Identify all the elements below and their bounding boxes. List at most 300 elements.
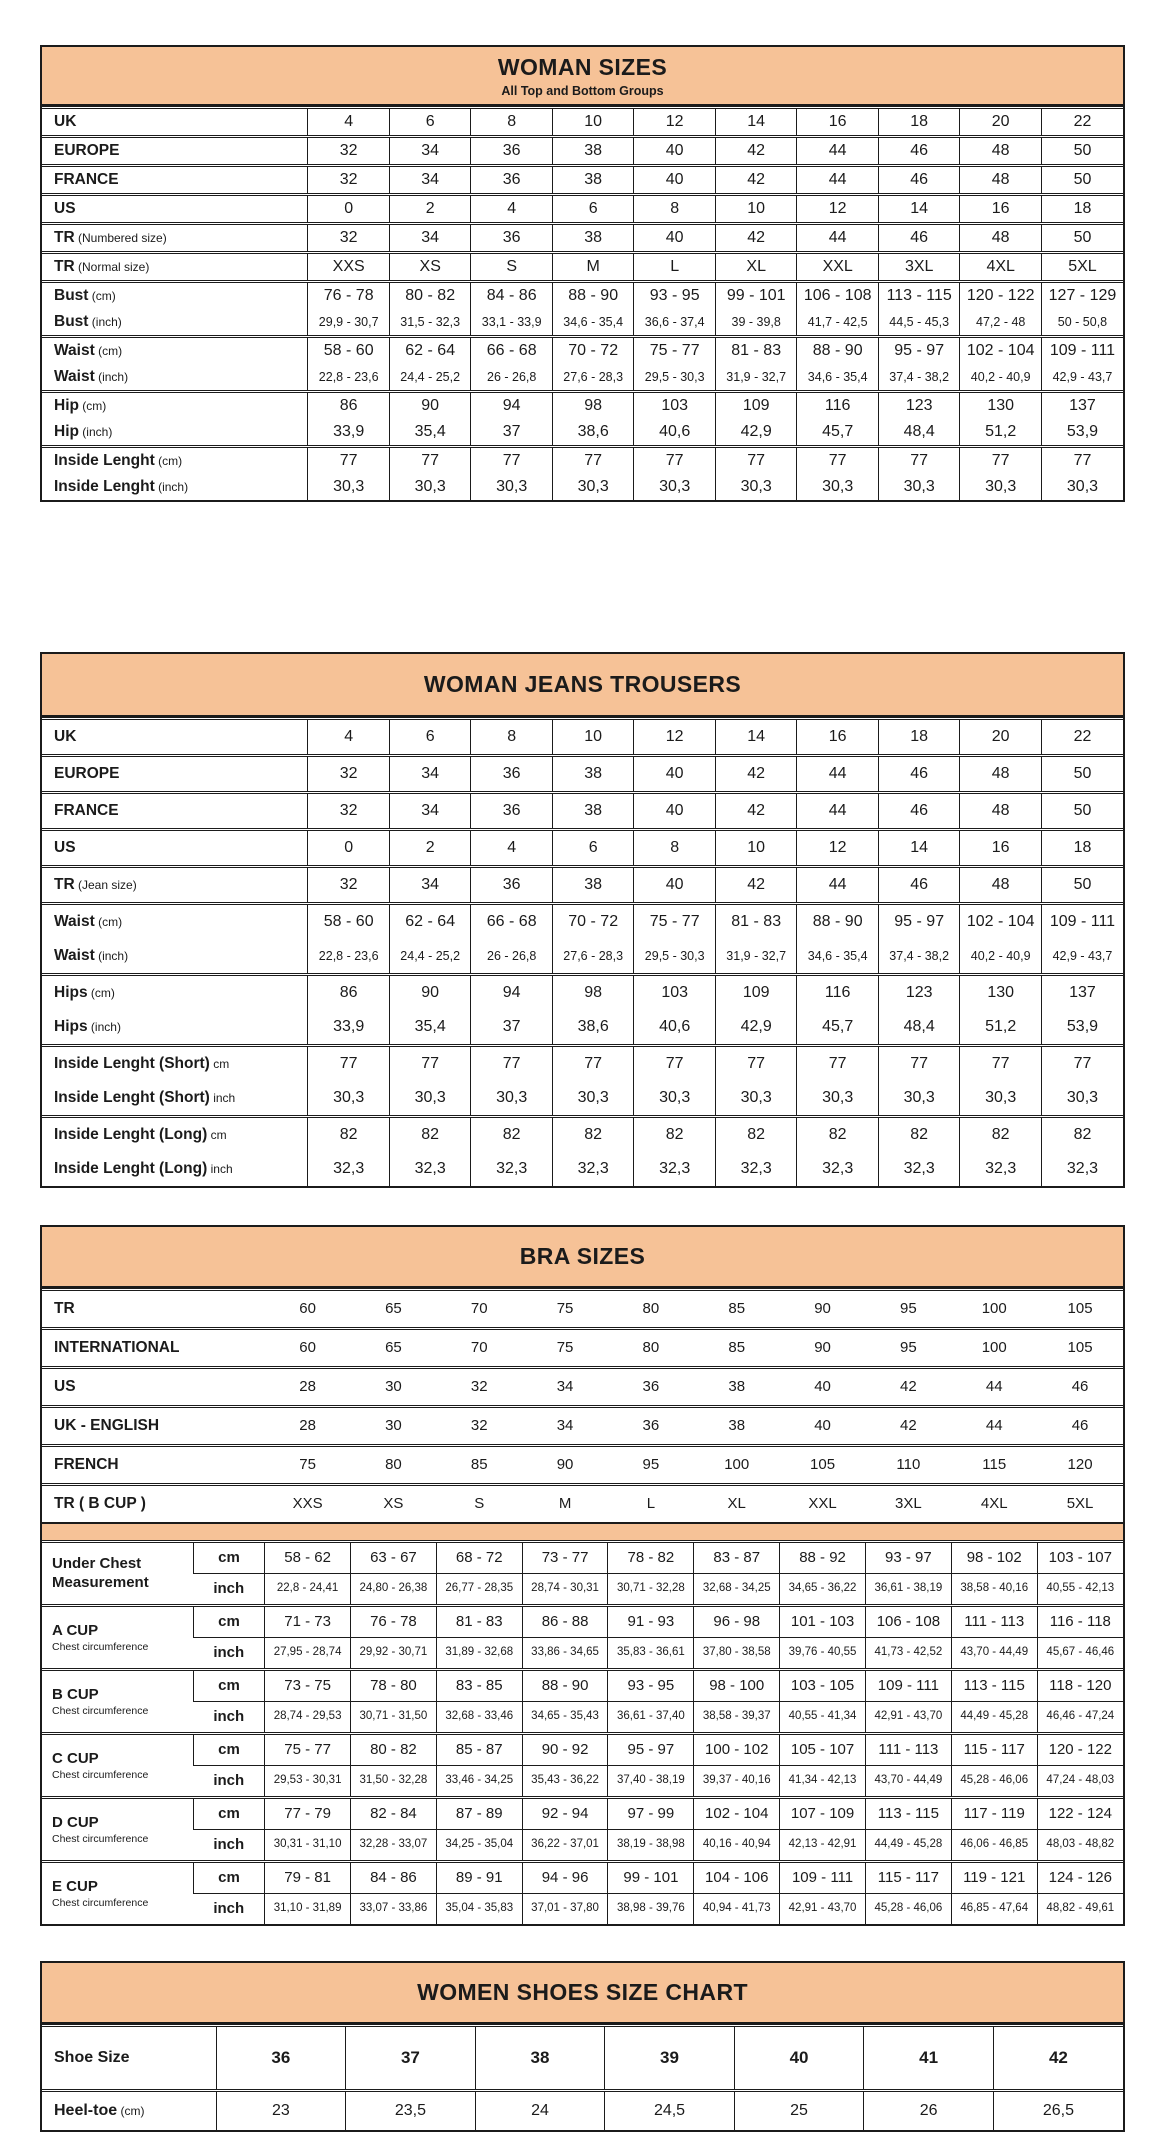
cell: 81 - 83 bbox=[436, 1606, 522, 1638]
row-label-note: inch bbox=[209, 1091, 236, 1106]
cell: 30,3 bbox=[878, 474, 960, 500]
cell: 18 bbox=[878, 719, 960, 756]
cell: 40 bbox=[780, 1407, 866, 1446]
cell: 85 - 87 bbox=[436, 1734, 522, 1766]
cell: 94 bbox=[471, 975, 553, 1011]
cell: 36 bbox=[471, 166, 553, 195]
cell: 41,34 - 42,13 bbox=[780, 1766, 866, 1798]
cell: 123 bbox=[878, 975, 960, 1011]
cell: 107 - 109 bbox=[780, 1798, 866, 1830]
cell: 30,3 bbox=[308, 1081, 390, 1117]
cell: 99 - 101 bbox=[715, 282, 797, 310]
table-row bbox=[42, 1766, 1123, 1798]
cell: 101 - 103 bbox=[780, 1606, 866, 1638]
cell: 10 bbox=[552, 719, 634, 756]
cell: 36,6 - 37,4 bbox=[634, 309, 716, 337]
cell: 31,50 - 32,28 bbox=[351, 1766, 437, 1798]
cell: 105 bbox=[780, 1446, 866, 1485]
cell: 37,4 - 38,2 bbox=[878, 939, 960, 975]
cell: S bbox=[471, 253, 553, 282]
cell: XS bbox=[389, 253, 471, 282]
cell: 95 bbox=[865, 1290, 951, 1329]
cup-label-sub: Chest circumference bbox=[52, 1641, 149, 1654]
cell: 36 bbox=[471, 793, 553, 830]
cell: XL bbox=[715, 253, 797, 282]
cell: 77 bbox=[960, 447, 1042, 475]
unit-cell: cm bbox=[193, 1606, 264, 1638]
cell: 104 - 106 bbox=[694, 1862, 780, 1894]
cell: 96 - 98 bbox=[694, 1606, 780, 1638]
cell: 42 bbox=[715, 224, 797, 253]
cell: 34 bbox=[389, 166, 471, 195]
cell: 38,6 bbox=[552, 1010, 634, 1046]
row-label: Hips (cm) bbox=[42, 975, 308, 1011]
cell: 6 bbox=[552, 830, 634, 867]
cell: 24,4 - 25,2 bbox=[389, 364, 471, 392]
cell: 32,28 - 33,07 bbox=[351, 1830, 437, 1862]
cell: 3XL bbox=[865, 1485, 951, 1524]
cell: 46 bbox=[878, 756, 960, 793]
cell: 82 - 84 bbox=[351, 1798, 437, 1830]
cell: XS bbox=[351, 1485, 437, 1524]
cell: 86 - 88 bbox=[522, 1606, 608, 1638]
cell: 119 - 121 bbox=[951, 1862, 1037, 1894]
divider-strip-cell bbox=[42, 1523, 1123, 1542]
table-row bbox=[42, 1010, 1123, 1046]
row-label: Waist (cm) bbox=[42, 337, 308, 365]
cell: 48 bbox=[960, 137, 1042, 166]
cell: 37,40 - 38,19 bbox=[608, 1766, 694, 1798]
cell: 100 bbox=[951, 1290, 1037, 1329]
cell: 34,65 - 35,43 bbox=[522, 1702, 608, 1734]
cell: 45,7 bbox=[797, 1010, 879, 1046]
cell: 44,49 - 45,28 bbox=[951, 1702, 1037, 1734]
cell: 45,7 bbox=[797, 419, 879, 447]
cell: M bbox=[522, 1485, 608, 1524]
cell: 75 - 77 bbox=[634, 904, 716, 940]
cell: 30,3 bbox=[389, 1081, 471, 1117]
cell: 75 - 77 bbox=[634, 337, 716, 365]
cell: 26 - 26,8 bbox=[471, 939, 553, 975]
cell: 44 bbox=[797, 224, 879, 253]
cell: 31,9 - 32,7 bbox=[715, 364, 797, 392]
cup-label-main: B CUP bbox=[52, 1685, 99, 1703]
cell: 40,2 - 40,9 bbox=[960, 939, 1042, 975]
cell: 84 - 86 bbox=[351, 1862, 437, 1894]
cell: 130 bbox=[960, 392, 1042, 420]
row-label: Hip (cm) bbox=[42, 392, 308, 420]
cell: 22 bbox=[1041, 719, 1123, 756]
cell: 38 bbox=[552, 756, 634, 793]
cup-label-sub: Chest circumference bbox=[52, 1769, 149, 1782]
cell: 116 - 118 bbox=[1037, 1606, 1123, 1638]
cell: 46 bbox=[878, 166, 960, 195]
woman-jeans-trousers-header bbox=[42, 654, 1123, 717]
row-label: Bust (inch) bbox=[54, 313, 122, 331]
row-label: Inside Lenght (cm) bbox=[42, 447, 308, 475]
cell: 46,85 - 47,64 bbox=[951, 1894, 1037, 1925]
cell: 82 bbox=[308, 1117, 390, 1153]
cell: 32,3 bbox=[715, 1152, 797, 1186]
cell: 42,13 - 42,91 bbox=[780, 1830, 866, 1862]
cell: 43,70 - 44,49 bbox=[865, 1766, 951, 1798]
cell: L bbox=[634, 253, 716, 282]
table-row bbox=[42, 1290, 1123, 1329]
cell: 36 bbox=[608, 1368, 694, 1407]
table-row bbox=[42, 2091, 1123, 2131]
cell: 30,3 bbox=[308, 474, 390, 500]
cell: 95 - 97 bbox=[878, 904, 960, 940]
row-label-note: inch bbox=[207, 1162, 233, 1177]
row-label-note: (Normal size) bbox=[74, 260, 150, 275]
cell: 91 - 93 bbox=[608, 1606, 694, 1638]
cup-label-main: Measurement bbox=[52, 1573, 149, 1591]
row-label: EUROPE bbox=[42, 756, 308, 793]
cell: 94 - 96 bbox=[522, 1862, 608, 1894]
cell: 44 bbox=[797, 166, 879, 195]
cell: 106 - 108 bbox=[865, 1606, 951, 1638]
cell: 99 - 101 bbox=[608, 1862, 694, 1894]
woman-jeans-trousers-grid bbox=[42, 717, 1123, 1186]
cell: 32,3 bbox=[471, 1152, 553, 1186]
cell: L bbox=[608, 1485, 694, 1524]
unit-cell: cm bbox=[193, 1542, 264, 1574]
woman-jeans-trousers-table bbox=[40, 652, 1125, 1188]
cell: 36 bbox=[216, 2026, 346, 2091]
cell: 47,24 - 48,03 bbox=[1037, 1766, 1123, 1798]
cell: 42,9 bbox=[715, 419, 797, 447]
cell: 98 bbox=[552, 975, 634, 1011]
cell: 37,80 - 38,58 bbox=[694, 1638, 780, 1670]
women-shoes-size-chart-table bbox=[40, 1961, 1125, 2132]
woman-sizes-table bbox=[40, 45, 1125, 502]
table-row bbox=[42, 1046, 1123, 1082]
row-label: Inside Lenght (Short) cm bbox=[42, 1046, 308, 1082]
cell: 116 bbox=[797, 975, 879, 1011]
cell: 82 bbox=[634, 1117, 716, 1153]
table-row bbox=[42, 474, 1123, 500]
row-label: Inside Lenght (Short) inch bbox=[54, 1089, 236, 1107]
cell: 83 - 87 bbox=[694, 1542, 780, 1574]
table-subtitle: All Top and Bottom Groups bbox=[501, 84, 664, 98]
cell: 111 - 113 bbox=[865, 1734, 951, 1766]
cell: 8 bbox=[634, 195, 716, 224]
woman-sizes-grid bbox=[42, 106, 1123, 500]
cell: 93 - 97 bbox=[865, 1542, 951, 1574]
cell: 40 bbox=[634, 756, 716, 793]
cell: 75 bbox=[522, 1329, 608, 1368]
table-row bbox=[42, 282, 1123, 310]
cell: 97 - 99 bbox=[608, 1798, 694, 1830]
table-row bbox=[42, 1117, 1123, 1153]
cell: 31,9 - 32,7 bbox=[715, 939, 797, 975]
cell: 50 bbox=[1041, 793, 1123, 830]
cell: 98 - 102 bbox=[951, 1542, 1037, 1574]
cell: 89 - 91 bbox=[436, 1862, 522, 1894]
cell: 70 - 72 bbox=[552, 337, 634, 365]
cell: 38,6 bbox=[552, 419, 634, 447]
cell: 41 bbox=[864, 2026, 994, 2091]
table-row bbox=[42, 904, 1123, 940]
cell: 81 - 83 bbox=[715, 337, 797, 365]
cell: 35,4 bbox=[389, 1010, 471, 1046]
cell: 12 bbox=[797, 195, 879, 224]
cell: 58 - 62 bbox=[265, 1542, 351, 1574]
cell: 24 bbox=[475, 2091, 605, 2131]
table-title: BRA SIZES bbox=[519, 1243, 646, 1269]
cell: 86 bbox=[308, 392, 390, 420]
cell: 100 bbox=[694, 1446, 780, 1485]
cell: XXS bbox=[308, 253, 390, 282]
cell: 95 bbox=[608, 1446, 694, 1485]
row-label: Inside Lenght (Long) cm bbox=[42, 1117, 308, 1153]
cell: 115 - 117 bbox=[951, 1734, 1037, 1766]
table-row bbox=[42, 1830, 1123, 1862]
cell: 44 bbox=[951, 1407, 1037, 1446]
cell: XXS bbox=[265, 1485, 351, 1524]
cell: 82 bbox=[797, 1117, 879, 1153]
cell: 34,6 - 35,4 bbox=[797, 364, 879, 392]
cup-label-main: A CUP bbox=[52, 1621, 99, 1639]
cell: 110 bbox=[865, 1446, 951, 1485]
cell: 45,28 - 46,06 bbox=[865, 1894, 951, 1925]
cell: 18 bbox=[1041, 195, 1123, 224]
cell: 42 bbox=[715, 793, 797, 830]
cell: 10 bbox=[715, 830, 797, 867]
row-label: TR (Jean size) bbox=[42, 867, 308, 904]
cell: 36,61 - 37,40 bbox=[608, 1702, 694, 1734]
cell: 103 - 105 bbox=[780, 1670, 866, 1702]
cell: 44 bbox=[797, 756, 879, 793]
cell: 36,61 - 38,19 bbox=[865, 1574, 951, 1606]
cell: 115 - 117 bbox=[865, 1862, 951, 1894]
cell: XXL bbox=[797, 253, 879, 282]
unit-cell: inch bbox=[193, 1574, 264, 1606]
cell: 40,55 - 42,13 bbox=[1037, 1574, 1123, 1606]
cell: 30,3 bbox=[715, 474, 797, 500]
cell: 34,6 - 35,4 bbox=[797, 939, 879, 975]
row-label: TR (Normal size) bbox=[42, 253, 308, 282]
table-row bbox=[42, 1329, 1123, 1368]
cell: 127 - 129 bbox=[1041, 282, 1123, 310]
cell: 58 - 60 bbox=[308, 904, 390, 940]
cell: 30 bbox=[351, 1407, 437, 1446]
cell: 40 bbox=[780, 1368, 866, 1407]
cell: 117 - 119 bbox=[951, 1798, 1037, 1830]
cell: 65 bbox=[351, 1290, 437, 1329]
cell: 98 - 100 bbox=[694, 1670, 780, 1702]
table-row bbox=[42, 1638, 1123, 1670]
row-label-note: (cm) bbox=[94, 344, 123, 359]
cell: 4XL bbox=[951, 1485, 1037, 1524]
cell: 40,2 - 40,9 bbox=[960, 364, 1042, 392]
cell: 36 bbox=[608, 1407, 694, 1446]
cell: 36 bbox=[471, 756, 553, 793]
cell: 137 bbox=[1041, 392, 1123, 420]
cell: 85 bbox=[694, 1329, 780, 1368]
cell: 30,3 bbox=[552, 1081, 634, 1117]
cell: 77 bbox=[715, 447, 797, 475]
table-row bbox=[42, 1734, 1123, 1766]
cell: 8 bbox=[471, 108, 553, 137]
divider-strip bbox=[42, 1523, 1123, 1542]
row-label-note: (cm) bbox=[88, 289, 116, 304]
row-label-note: (inch) bbox=[88, 315, 122, 330]
cup-label-main: Under Chest bbox=[52, 1554, 142, 1572]
cell: 66 - 68 bbox=[471, 904, 553, 940]
cell: 29,5 - 30,3 bbox=[634, 939, 716, 975]
cell: 77 bbox=[308, 1046, 390, 1082]
cell: 28 bbox=[265, 1368, 351, 1407]
cell: 34 bbox=[389, 867, 471, 904]
cell: 6 bbox=[552, 195, 634, 224]
table-row bbox=[42, 108, 1123, 137]
cell: 30,3 bbox=[1041, 1081, 1123, 1117]
cell: 48 bbox=[960, 867, 1042, 904]
cell: 50 bbox=[1041, 224, 1123, 253]
cell: 22,8 - 23,6 bbox=[308, 364, 390, 392]
cell: 4XL bbox=[960, 253, 1042, 282]
table-row bbox=[42, 1152, 1123, 1186]
cell: 40,94 - 41,73 bbox=[694, 1894, 780, 1925]
cup-label bbox=[42, 1734, 193, 1798]
cell: 5XL bbox=[1037, 1485, 1123, 1524]
row-label-note: (cm) bbox=[87, 986, 115, 1001]
cell: 27,95 - 28,74 bbox=[265, 1638, 351, 1670]
cell: 70 - 72 bbox=[552, 904, 634, 940]
cell: 26 bbox=[864, 2091, 994, 2131]
cell: 53,9 bbox=[1041, 419, 1123, 447]
cell: 38 bbox=[552, 224, 634, 253]
cell: 46,06 - 46,85 bbox=[951, 1830, 1037, 1862]
cell: 40 bbox=[634, 166, 716, 195]
cell: 80 bbox=[608, 1329, 694, 1368]
cell: 33,9 bbox=[308, 1010, 390, 1046]
table-row bbox=[42, 867, 1123, 904]
cell: 5XL bbox=[1041, 253, 1123, 282]
row-label-note: (Numbered size) bbox=[74, 231, 167, 246]
cell: 35,83 - 36,61 bbox=[608, 1638, 694, 1670]
row-label: Heel-toe (cm) bbox=[42, 2091, 216, 2131]
cell: 82 bbox=[552, 1117, 634, 1153]
cell: 38 bbox=[694, 1407, 780, 1446]
unit-cell: inch bbox=[193, 1766, 264, 1798]
cell: 32 bbox=[436, 1368, 522, 1407]
cup-label bbox=[42, 1798, 193, 1862]
cell: 46 bbox=[878, 867, 960, 904]
cell: 93 - 95 bbox=[634, 282, 716, 310]
cell: 38,58 - 40,16 bbox=[951, 1574, 1037, 1606]
cell: 46,46 - 47,24 bbox=[1037, 1702, 1123, 1734]
cell: 84 - 86 bbox=[471, 282, 553, 310]
cell: 109 bbox=[715, 392, 797, 420]
cup-label-sub: Chest circumference bbox=[52, 1833, 149, 1846]
cell: 8 bbox=[471, 719, 553, 756]
cell: 90 - 92 bbox=[522, 1734, 608, 1766]
cell: 38 bbox=[694, 1368, 780, 1407]
row-label: EUROPE bbox=[42, 137, 308, 166]
cell: 48,03 - 48,82 bbox=[1037, 1830, 1123, 1862]
row-label-note: (inch) bbox=[94, 370, 129, 385]
cell: 40 bbox=[634, 224, 716, 253]
table-row bbox=[42, 719, 1123, 756]
cell: 82 bbox=[960, 1117, 1042, 1153]
cell: 4 bbox=[308, 719, 390, 756]
cell: 38 bbox=[475, 2026, 605, 2091]
cell: 28 bbox=[265, 1407, 351, 1446]
cell: 77 bbox=[471, 447, 553, 475]
cell: 34 bbox=[389, 224, 471, 253]
cell: 82 bbox=[878, 1117, 960, 1153]
cell: 36 bbox=[471, 224, 553, 253]
cell: 90 bbox=[522, 1446, 608, 1485]
cell: 32,68 - 34,25 bbox=[694, 1574, 780, 1606]
cell: 44 bbox=[951, 1368, 1037, 1407]
cell: 30,3 bbox=[797, 1081, 879, 1117]
cell: 32 bbox=[308, 867, 390, 904]
table-row bbox=[42, 253, 1123, 282]
table-row bbox=[42, 1606, 1123, 1638]
cup-label bbox=[42, 1542, 193, 1606]
cell: 22 bbox=[1041, 108, 1123, 137]
cell: 82 bbox=[471, 1117, 553, 1153]
cell: 48 bbox=[960, 756, 1042, 793]
cell: 29,5 - 30,3 bbox=[634, 364, 716, 392]
cell: 30,3 bbox=[471, 1081, 553, 1117]
cell: 30,3 bbox=[960, 474, 1042, 500]
cell: 77 bbox=[878, 447, 960, 475]
cell: 75 bbox=[265, 1446, 351, 1485]
cell: 40 bbox=[634, 793, 716, 830]
cell: 102 - 104 bbox=[960, 337, 1042, 365]
cup-label-sub: Chest circumference bbox=[52, 1897, 149, 1910]
cell: 27,6 - 28,3 bbox=[552, 939, 634, 975]
cell: 77 bbox=[960, 1046, 1042, 1082]
cell: 38,58 - 39,37 bbox=[694, 1702, 780, 1734]
cell: 48,4 bbox=[878, 1010, 960, 1046]
cell: 137 bbox=[1041, 975, 1123, 1011]
cell: 124 - 126 bbox=[1037, 1862, 1123, 1894]
table-row bbox=[42, 939, 1123, 975]
row-label: TR (Numbered size) bbox=[42, 224, 308, 253]
cell: 38 bbox=[552, 137, 634, 166]
cell: 120 - 122 bbox=[1037, 1734, 1123, 1766]
cell: 38,19 - 38,98 bbox=[608, 1830, 694, 1862]
cell: 24,4 - 25,2 bbox=[389, 939, 471, 975]
cell: 109 - 111 bbox=[1041, 904, 1123, 940]
table-row bbox=[42, 224, 1123, 253]
unit-cell: cm bbox=[193, 1862, 264, 1894]
cell: 45,28 - 46,06 bbox=[951, 1766, 1037, 1798]
cell: 109 - 111 bbox=[780, 1862, 866, 1894]
table-row bbox=[42, 1446, 1123, 1485]
cell: 102 - 104 bbox=[694, 1798, 780, 1830]
cell: 35,04 - 35,83 bbox=[436, 1894, 522, 1925]
cell: 33,46 - 34,25 bbox=[436, 1766, 522, 1798]
cell: 28,74 - 30,31 bbox=[522, 1574, 608, 1606]
cell: 8 bbox=[634, 830, 716, 867]
cell: S bbox=[436, 1485, 522, 1524]
cell: 16 bbox=[797, 719, 879, 756]
cell: 40,55 - 41,34 bbox=[780, 1702, 866, 1734]
cell: 30,3 bbox=[389, 474, 471, 500]
row-label: Waist (inch) bbox=[54, 947, 129, 965]
cell: 51,2 bbox=[960, 419, 1042, 447]
cell: 6 bbox=[389, 108, 471, 137]
cell: 93 - 95 bbox=[608, 1670, 694, 1702]
cell: 109 bbox=[715, 975, 797, 1011]
cell: 46 bbox=[878, 793, 960, 830]
